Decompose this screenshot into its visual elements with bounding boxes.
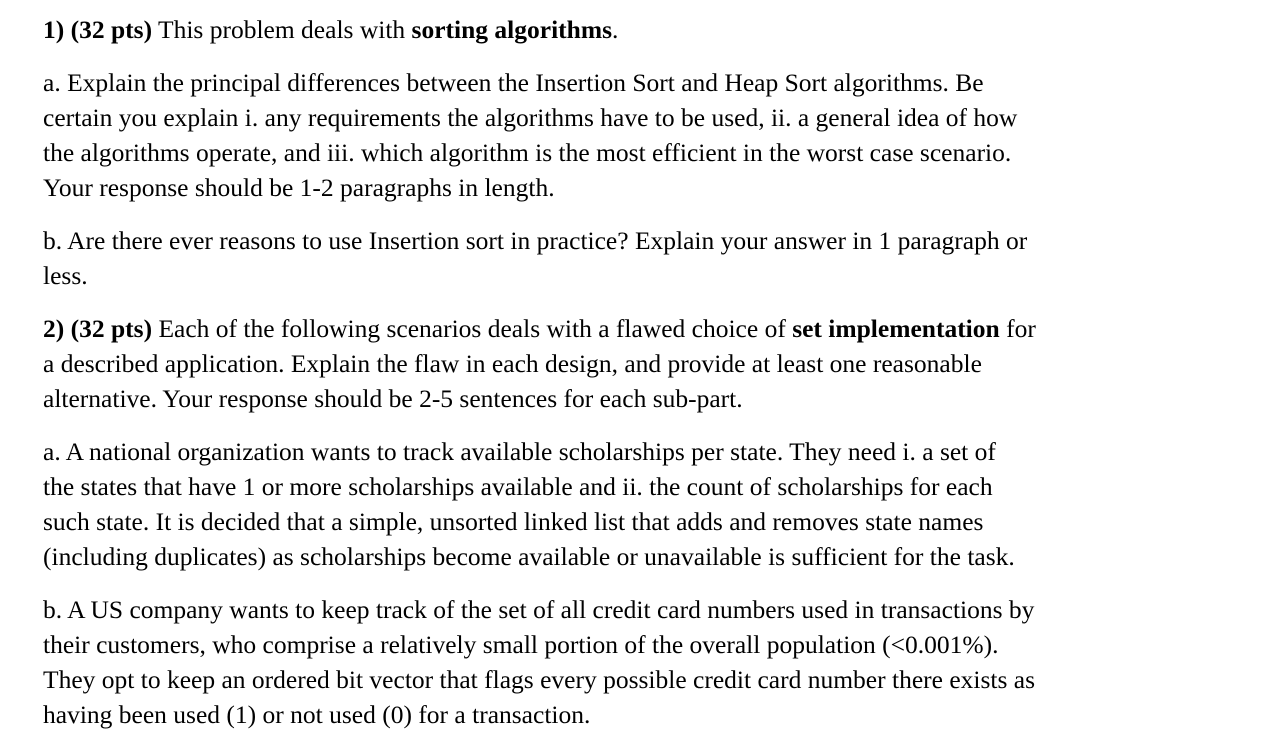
- question-1-topic: sorting algorithms: [411, 15, 612, 44]
- question-2-topic: set implementation: [792, 314, 1000, 343]
- question-2-points: 2) (32 pts): [43, 314, 153, 343]
- question-1-heading: [43, 12, 1153, 47]
- question-1-part-a-line: Your response should be 1-2 paragraphs in length.: [43, 173, 555, 202]
- question-2-intro-text: Each of the following scenarios deals with a flawed choice of: [152, 314, 793, 343]
- question-1-part-a: [43, 65, 1153, 205]
- question-2-heading-line: alternative. Your response should be 2-5 sentences for each sub-part.: [43, 384, 743, 413]
- question-2-intro-end: for: [999, 314, 1036, 343]
- question-1-part-a-line: a. Explain the principal differences between the Insertion Sort and Heap Sort algorithms. Be: [43, 68, 984, 97]
- question-1-part-a-line: the algorithms operate, and iii. which algorithm is the most efficient in the worst case scenario.: [43, 138, 1012, 167]
- question-1-heading-line: [43, 12, 1153, 47]
- question-1-points: 1) (32 pts): [43, 15, 153, 44]
- question-1-part-b-line: less.: [43, 261, 88, 290]
- question-1-intro-text: This problem deals with: [152, 15, 412, 44]
- question-2-part-a-line: such state. It is decided that a simple, unsorted linked list that adds and removes state names: [43, 507, 984, 536]
- question-2-part-b-line: b. A US company wants to keep track of the set of all credit card numbers used in transactions by: [43, 595, 1035, 624]
- question-2-part-a: [43, 434, 1153, 574]
- question-1-part-b-line: b. Are there ever reasons to use Insertion sort in practice? Explain your answer in 1 paragraph or: [43, 226, 1028, 255]
- question-2-heading: [43, 311, 1153, 416]
- question-1-part-a-line: certain you explain i. any requirements the algorithms have to be used, ii. a general idea of how: [43, 103, 1018, 132]
- question-2-part-b-line: their customers, who comprise a relatively small portion of the overall population (<0.001%).: [43, 630, 999, 659]
- question-2-heading-line: [43, 311, 1153, 346]
- question-1-part-b: [43, 223, 1153, 293]
- question-2-part-b: [43, 592, 1153, 732]
- document-page: [43, 12, 1153, 750]
- question-2-part-a-line: a. A national organization wants to track available scholarships per state. They need i. a set of: [43, 437, 996, 466]
- question-1-intro-end: .: [612, 15, 619, 44]
- question-2-part-b-line: They opt to keep an ordered bit vector that flags every possible credit card number there exists as: [43, 665, 1036, 694]
- question-2-part-a-line: (including duplicates) as scholarships become available or unavailable is sufficient for the task.: [43, 542, 1015, 571]
- question-2-part-b-line: having been used (1) or not used (0) for a transaction.: [43, 700, 591, 729]
- question-2-part-a-line: the states that have 1 or more scholarships available and ii. the count of scholarships for each: [43, 472, 993, 501]
- question-2-heading-line: a described application. Explain the flaw in each design, and provide at least one reasonable: [43, 349, 982, 378]
